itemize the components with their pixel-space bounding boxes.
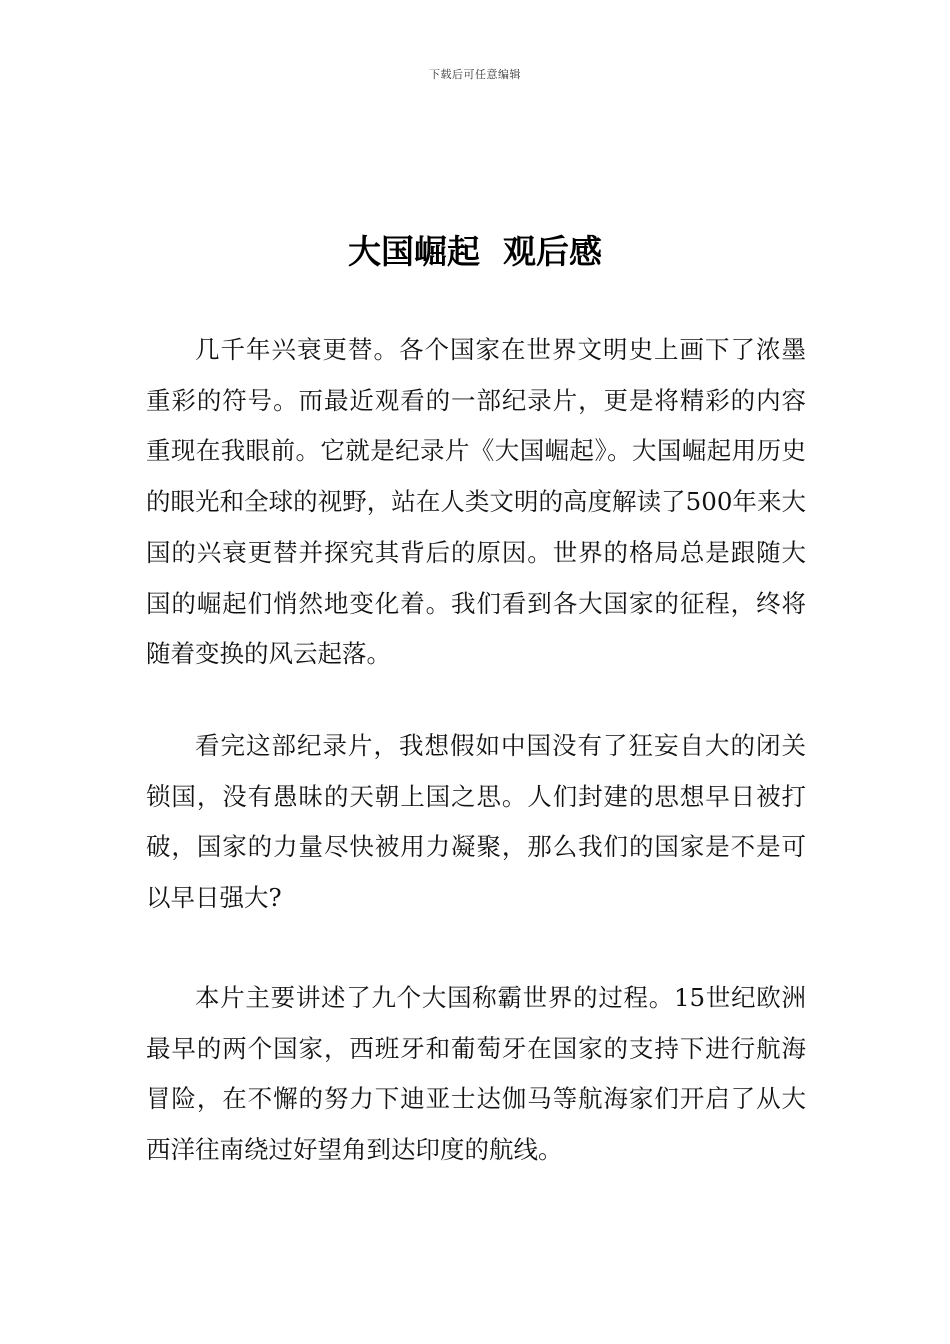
body-paragraph-1: 几千年兴衰更替。各个国家在世界文明史上画下了浓墨重彩的符号。而最近观看的一部纪录片，更是将精彩的内容重现在我眼前。它就是纪录片《大国崛起》。大国崛起用历史的眼光和全球的视野，站在人类文明的高度解读了500年来大国的兴衰更替并探究其背后的原因。世界的格局总是跟随大国的崛起们悄然地变化着。我们看到各大国家的征程，终将随着变换的风云起落。: [146, 335, 806, 669]
body-paragraph-3: 本片主要讲述了九个大国称霸世界的过程。15世纪欧洲最早的两个国家，西班牙和葡萄牙在国家的支持下进行航海冒险，在不懈的努力下迪亚士达伽马等航海家们开启了从大西洋往南绕过好望角到达印度的航线。: [146, 983, 806, 1165]
document-title: 大国崛起 观后感: [348, 232, 602, 271]
body-paragraph-2: 看完这部纪录片，我想假如中国没有了狂妄自大的闭关锁国，没有愚昧的天朝上国之思。人们封建的思想早日被打破，国家的力量尽快被用力凝聚，那么我们的国家是不是可以早日强大?: [146, 731, 806, 913]
page-header-note: 下载后可任意编辑: [429, 68, 521, 81]
